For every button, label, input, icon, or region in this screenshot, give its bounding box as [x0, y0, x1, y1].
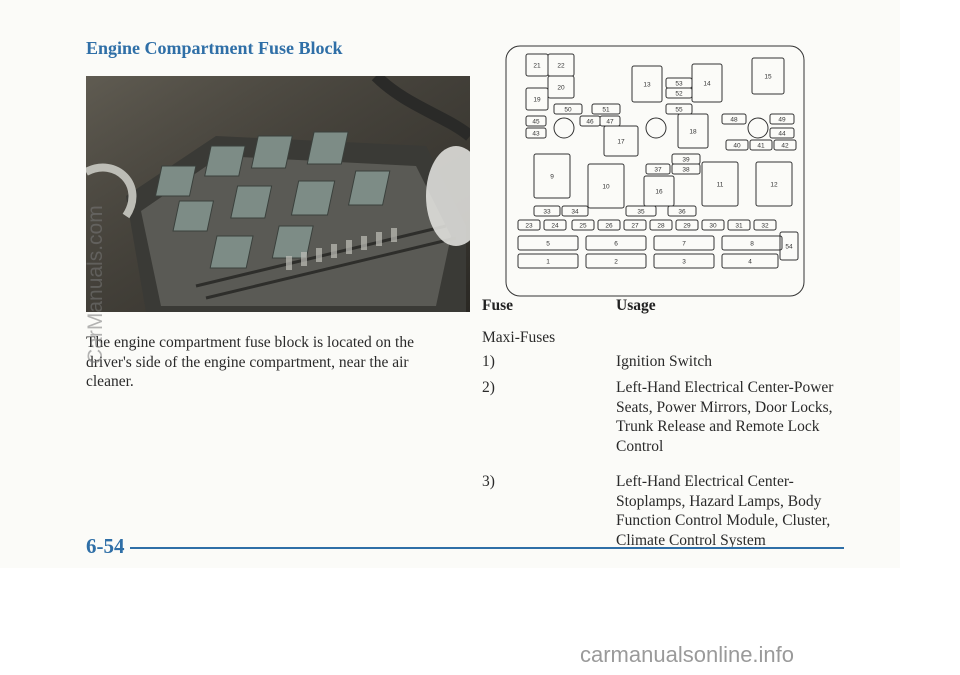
- photo-caption: The engine compartment fuse block is located on the driver's side of the engine compartment, near the air cleaner.: [86, 334, 414, 390]
- fuse-slot-label: 38: [682, 166, 690, 174]
- header-fuse: Fuse: [482, 297, 513, 314]
- fuse-slot-label: 13: [643, 81, 651, 89]
- relay-socket: [646, 118, 666, 138]
- fuse-slot-label: 47: [606, 118, 614, 126]
- relay-socket: [748, 118, 768, 138]
- fuse-slot-label: 10: [602, 183, 610, 191]
- fuse-slot-label: 55: [675, 106, 683, 114]
- fuse-slot-label: 9: [550, 173, 554, 181]
- fuse-slot-label: 53: [675, 80, 683, 88]
- fuse-slot-label: 19: [533, 96, 541, 104]
- section-label-row: [482, 328, 862, 352]
- fuse-slot-label: 3: [682, 258, 686, 266]
- fuse-slot-label: 8: [750, 240, 754, 248]
- fuse-slot-label: 24: [551, 222, 559, 230]
- fuse-slot-label: 11: [716, 181, 724, 189]
- fuse-slot-label: 51: [602, 106, 610, 114]
- fuse-slot-label: 44: [778, 130, 786, 138]
- fuse-slot-label: 43: [532, 130, 540, 138]
- fuse-slot-label: 7: [682, 240, 686, 248]
- fuse-usage: Ignition Switch: [616, 353, 713, 370]
- fuse-slot-label: 42: [781, 142, 789, 150]
- table-row: [482, 352, 862, 378]
- fuse-slot-label: 39: [682, 156, 690, 164]
- fuse-slot-label: 20: [557, 84, 565, 92]
- fuse-number: 2): [482, 379, 495, 396]
- fuse-slot-label: 15: [764, 73, 772, 81]
- fuse-slot-label: 30: [709, 222, 717, 230]
- fuse-slot-label: 17: [617, 138, 625, 146]
- fuse-slot-label: 48: [730, 116, 738, 124]
- table-header: [482, 296, 862, 328]
- fuse-slot-label: 34: [571, 208, 579, 216]
- fuse-slot-label: 32: [761, 222, 769, 230]
- fuse-slot-label: 6: [614, 240, 618, 248]
- fuse-slot-label: 36: [678, 208, 686, 216]
- page-title: Engine Compartment Fuse Block: [86, 38, 343, 58]
- fuse-slot-label: 40: [733, 142, 741, 150]
- section-label: Maxi-Fuses: [482, 329, 556, 346]
- fuse-slot-label: 37: [654, 166, 662, 174]
- fuse-slot-label: 2: [614, 258, 618, 266]
- fuse-slot-label: 50: [564, 106, 572, 114]
- fuse-slot-label: 28: [657, 222, 665, 230]
- header-usage: Usage: [616, 297, 656, 314]
- fuse-slot-label: 5: [546, 240, 550, 248]
- relay-socket: [554, 118, 574, 138]
- fuse-block-photo: [86, 76, 470, 312]
- fuse-slot-label: 49: [778, 116, 786, 124]
- fuse-slot-label: 33: [543, 208, 551, 216]
- fuse-slot-label: 22: [557, 62, 565, 70]
- fuse-usage: Left-Hand Electrical Center-Power Seats, Power Mirrors, Door Locks, Trunk Release and Remote Lock Control: [616, 379, 834, 455]
- fuse-slot-label: 46: [586, 118, 594, 126]
- fuse-slot-label: 1: [546, 258, 550, 266]
- fuse-slot-label: 41: [757, 142, 765, 150]
- fuse-slot-label: 18: [689, 128, 697, 136]
- footer-rule: [130, 547, 844, 549]
- fuse-slot-label: 26: [605, 222, 613, 230]
- fuse-slot-label: 52: [675, 90, 683, 98]
- fuse-slot-label: 16: [655, 188, 663, 196]
- fuse-slot-label: 54: [785, 243, 793, 251]
- fuse-slot-label: 21: [533, 62, 541, 70]
- fuse-slot-label: 29: [683, 222, 691, 230]
- fuse-slot-label: 35: [637, 208, 645, 216]
- fuse-block-diagram: [504, 44, 808, 298]
- fuse-slot-label: 25: [579, 222, 587, 230]
- side-watermark: CarManuals.com: [84, 205, 107, 364]
- fuse-slot-label: 4: [748, 258, 752, 266]
- table-row: [482, 378, 862, 472]
- page-number: 6-54: [86, 534, 125, 558]
- fuse-slot-label: 12: [770, 181, 778, 189]
- fuse-number: 1): [482, 353, 495, 370]
- fuse-slot-label: 23: [525, 222, 533, 230]
- fuse-slot-label: 45: [532, 118, 540, 126]
- fuse-slot-label: 31: [735, 222, 743, 230]
- fuse-slot-label: 14: [703, 80, 711, 88]
- fuse-number: 3): [482, 473, 495, 490]
- table-row: [482, 472, 862, 552]
- fuse-usage-table: [482, 296, 862, 552]
- bottom-watermark: carmanualsonline.info: [580, 642, 795, 667]
- fuse-usage: Left-Hand Electrical Center-Stoplamps, Hazard Lamps, Body Function Control Module, Cluster, Climate Control System: [616, 473, 831, 549]
- fuse-slot-label: 27: [631, 222, 639, 230]
